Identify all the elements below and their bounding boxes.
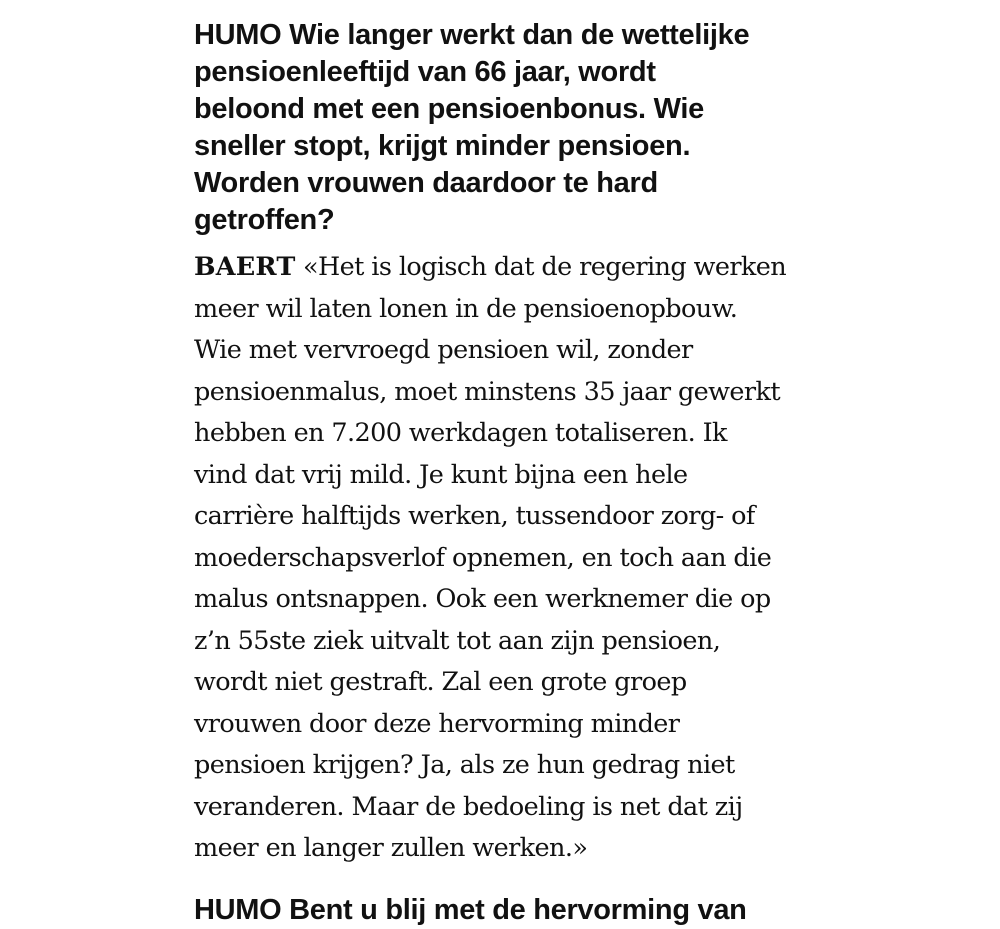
answer-line: pensioenmalus, moet minstens 35 jaar gewerkt xyxy=(194,376,780,407)
article-body xyxy=(194,17,834,929)
answer-line: wordt niet gestraft. Zal een grote groep xyxy=(194,667,687,697)
answer-line: Wie met vervroegd pensioen wil, zonder xyxy=(194,335,693,365)
answer-line: veranderen. Maar de bedoeling is net dat zij xyxy=(194,791,743,822)
answer-text: «Het is logisch dat de regering werken xyxy=(295,252,787,282)
question-line: getroffen? xyxy=(194,204,335,236)
answer-line: vind dat vrij mild. Je kunt bijna een hele xyxy=(194,459,688,490)
question-line: beloond met een pensioenbonus. Wie xyxy=(194,93,704,125)
answer-line: moederschapsverlof opnemen, en toch aan die xyxy=(194,542,772,573)
question-line: HUMO Wie langer werkt dan de wettelijke xyxy=(194,19,750,51)
next-interview-question: HUMO Bent u blij met de hervorming van xyxy=(194,893,747,926)
question-line: Worden vrouwen daardoor te hard xyxy=(194,167,658,199)
answer-line: meer en langer zullen werken.» xyxy=(194,833,588,863)
interview-question xyxy=(194,17,804,239)
question-line: sneller stopt, krijgt minder pensioen. xyxy=(194,130,691,162)
answer-line: hebben en 7.200 werkdagen totaliseren. Ik xyxy=(194,418,727,448)
answer-line xyxy=(194,247,834,289)
question-line: pensioenleeftijd van 66 jaar, wordt xyxy=(194,56,656,88)
answer-line: pensioen krijgen? Ja, als ze hun gedrag niet xyxy=(194,750,735,780)
answer-line: vrouwen door deze hervorming minder xyxy=(194,708,680,739)
speaker-name: BAERT xyxy=(194,252,296,282)
answer-line: z’n 55ste ziek uitvalt tot aan zijn pensioen, xyxy=(194,625,721,656)
answer-line: carrière halftijds werken, tussendoor zorg- of xyxy=(194,501,755,531)
answer-line: meer wil laten lonen in de pensioenopbouw. xyxy=(194,293,738,324)
interview-answer xyxy=(194,247,834,870)
answer-line: malus ontsnappen. Ook een werknemer die op xyxy=(194,584,771,614)
